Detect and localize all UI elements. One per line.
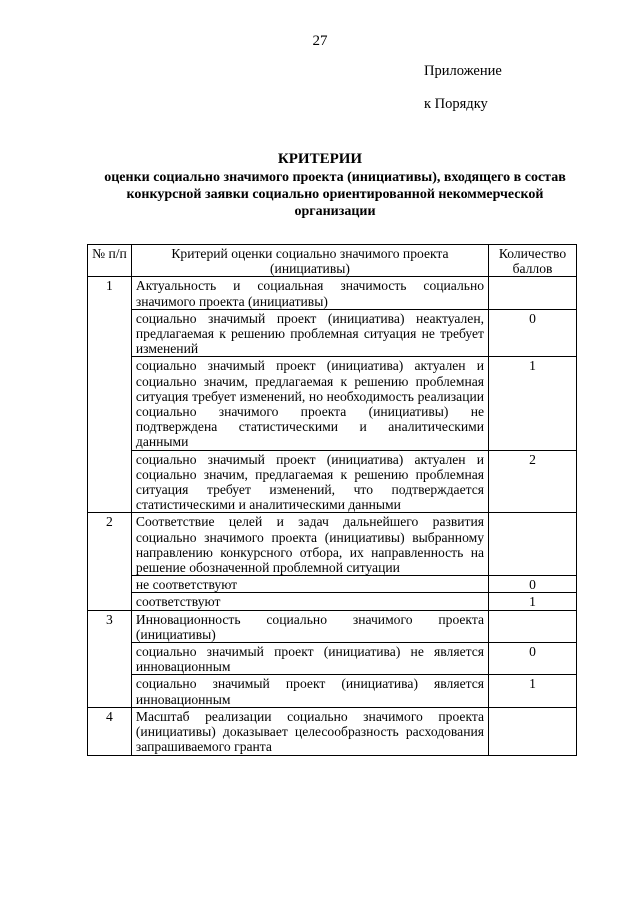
criterion-score-empty: [489, 277, 577, 309]
appendix-label: Приложение: [424, 63, 502, 79]
option-score: 0: [489, 643, 577, 675]
option-score: 0: [489, 309, 577, 357]
table-row: [88, 309, 577, 357]
criterion-title: Актуальность и социальная значимость социально значимого проекта (инициативы): [131, 277, 488, 309]
option-text: социально значимый проект (инициатива) актуален и социально значим, предлагаемая к решению проблемная ситуация требует изменений, что подтверждается статистическими и аналитическими данными: [131, 450, 488, 513]
option-text: социально значимый проект (инициатива) является инновационным: [131, 675, 488, 707]
criterion-number-continued: [88, 450, 132, 513]
option-score: 1: [489, 357, 577, 450]
criterion-title: Инновационность социально значимого проекта (инициативы): [131, 610, 488, 642]
table-row: [88, 593, 577, 610]
table-row: [88, 610, 577, 642]
option-score: 2: [489, 450, 577, 513]
option-text: соответствуют: [131, 593, 488, 610]
criterion-score-empty: [489, 610, 577, 642]
criterion-title: Масштаб реализации социально значимого проекта (инициативы) доказывает целесообразность расходования запрашиваемого гранта: [131, 707, 488, 755]
table-row: [88, 576, 577, 593]
option-score: 1: [489, 593, 577, 610]
criterion-number: 3: [88, 610, 132, 642]
criterion-number: 1: [88, 277, 132, 309]
document-subtitle: оценки социально значимого проекта (инициативы), входящего в состав конкурсной заявки социально ориентированной некоммерческой организации: [104, 170, 566, 219]
table-row: [88, 643, 577, 675]
option-score: 0: [489, 576, 577, 593]
document-title: КРИТЕРИИ: [277, 151, 363, 167]
header-criterion: Критерий оценки социально значимого проекта (инициативы): [131, 245, 488, 277]
table-row: [88, 707, 577, 755]
criterion-score-empty: [489, 707, 577, 755]
criterion-number-continued: [88, 309, 132, 357]
page-number: 27: [312, 33, 328, 49]
criterion-number: 4: [88, 707, 132, 755]
option-text: не соответствуют: [131, 576, 488, 593]
criterion-number: 2: [88, 513, 132, 576]
option-text: социально значимый проект (инициатива) неактуален, предлагаемая к решению проблемная ситуация не требует изменений: [131, 309, 488, 357]
table-row: [88, 357, 577, 450]
criterion-number-continued: [88, 593, 132, 610]
table-row: [88, 277, 577, 309]
table-row: [88, 675, 577, 707]
table-row: [88, 513, 577, 576]
header-score: Количество баллов: [489, 245, 577, 277]
table-header-row: [88, 245, 577, 277]
criterion-number-continued: [88, 643, 132, 675]
table-row: [88, 450, 577, 513]
criteria-table: [87, 244, 577, 756]
criterion-number-continued: [88, 357, 132, 450]
option-score: 1: [489, 675, 577, 707]
option-text: социально значимый проект (инициатива) актуален и социально значим, предлагаемая к решению проблемная ситуация требует изменений, но необходимость реализации социально значимого проекта (инициативы) не подтверждена статистическими и аналитическими данными: [131, 357, 488, 450]
header-number: № п/п: [88, 245, 132, 277]
criterion-number-continued: [88, 576, 132, 593]
option-text: социально значимый проект (инициатива) не является инновационным: [131, 643, 488, 675]
criterion-title: Соответствие целей и задач дальнейшего развития социально значимого проекта (инициативы) выбранному направлению конкурсного отбора, их направленность на решение обозначенной проблемной ситуации: [131, 513, 488, 576]
appendix-reference: к Порядку: [424, 96, 488, 112]
criterion-number-continued: [88, 675, 132, 707]
criterion-score-empty: [489, 513, 577, 576]
